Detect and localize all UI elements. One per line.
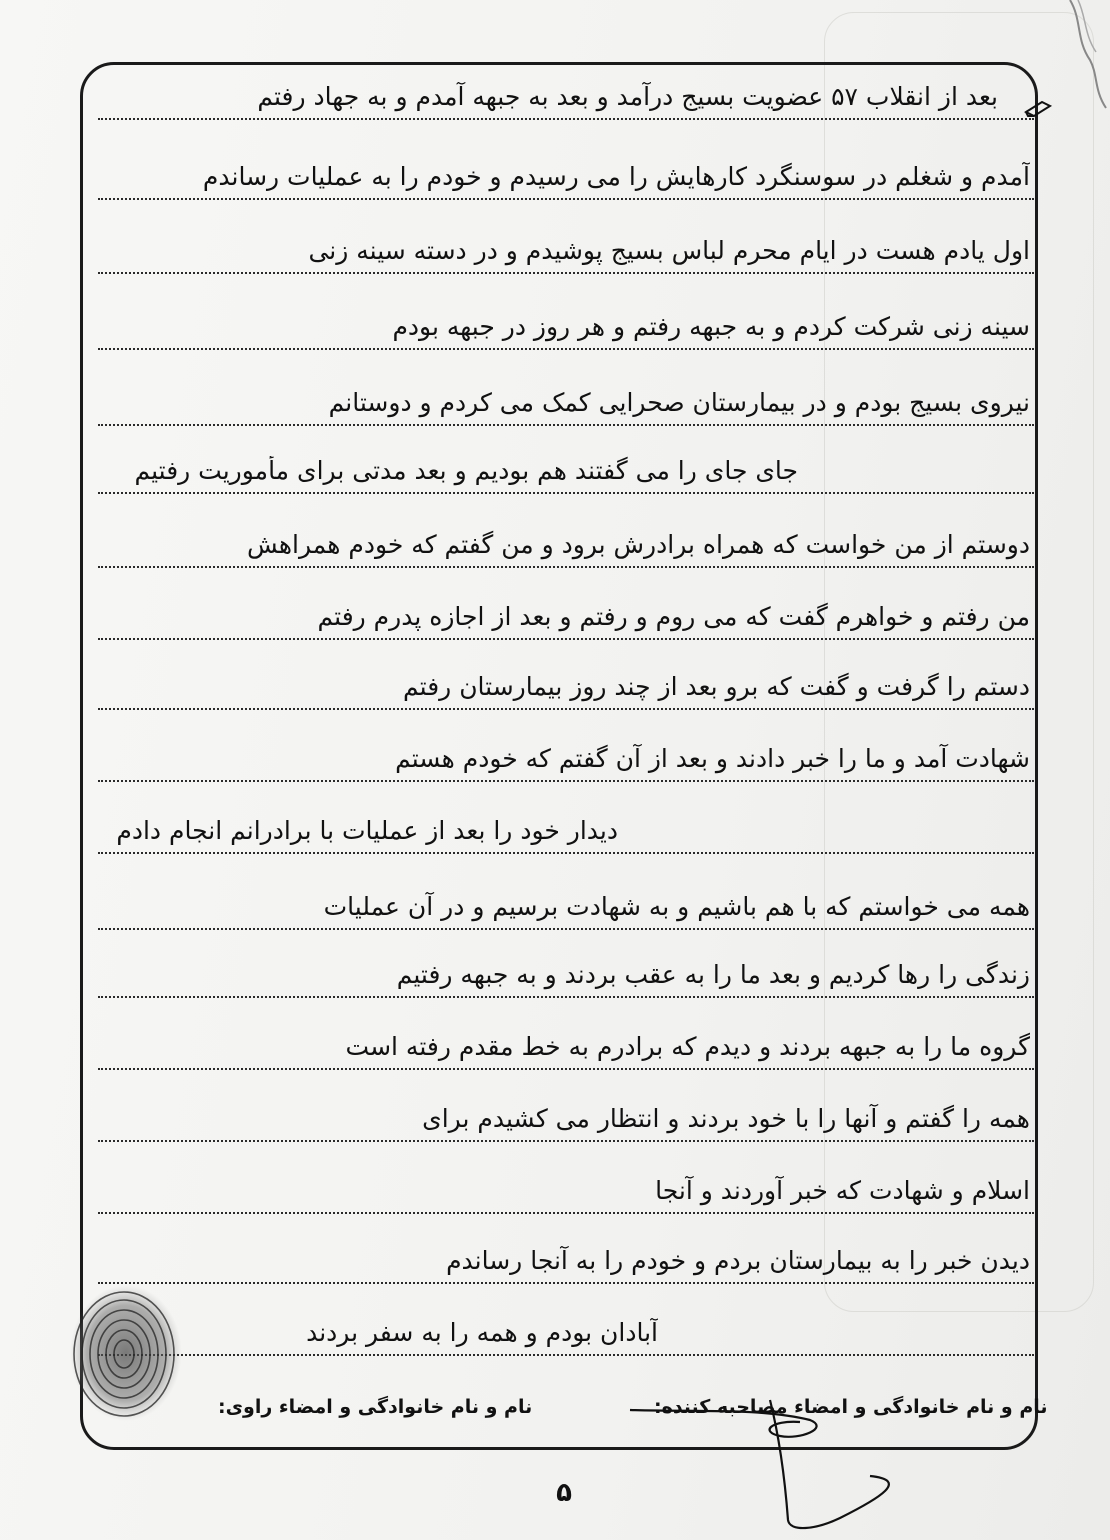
interviewer-signature-label: نام و نام خانوادگی و امضاء مصاحبه کننده: (654, 1396, 1048, 1418)
handwritten-line: بعد از انقلاب ۵۷ عضویت بسیج درآمد و بعد به جبهه آمدم و به جهاد رفتم (257, 82, 998, 111)
handwritten-line: آمدم و شغلم در سوسنگرد کارهایش را می رسیدم و خودم را به عملیات رساندم (202, 162, 1030, 191)
handwritten-line: دیدار خود را بعد از عملیات با برادرانم انجام دادم (116, 816, 618, 845)
torn-corner (1068, 0, 1110, 110)
handwritten-line: همه می خواستم که با هم باشیم و به شهادت برسیم و در آن عملیات (323, 892, 1030, 921)
handwritten-line: جای جای را می گفتند هم بودیم و بعد مدتی برای مأموریت رفتیم (134, 456, 798, 485)
handwritten-line: زندگی را رها کردیم و بعد ما را به عقب بردند و به جبهه رفتیم (396, 960, 1030, 989)
handwritten-line: شهادت آمد و ما را خبر دادند و بعد از آن گفتم که خودم هستم (395, 744, 1030, 773)
handwritten-line: آبادان بودم و همه را به سفر بردند (306, 1318, 658, 1347)
handwritten-line: اسلام و شهادت که خبر آوردند و آنجا (655, 1176, 1030, 1205)
handwritten-line: دستم را گرفت و گفت که برو بعد از چند روز بیمارستان رفتم (403, 672, 1030, 701)
page-number: ۵ (556, 1478, 572, 1508)
handwritten-line: دوستم از من خواست که همراه برادرش برود و من گفتم که خودم همراهش (247, 530, 1030, 559)
handwritten-line: من رفتم و خواهرم گفت که می روم و رفتم و بعد از اجازه پدرم رفتم (317, 602, 1030, 631)
handwritten-line: سینه زنی شرکت کردم و به جبهه رفتم و هر روز در جبهه بودم (392, 312, 1030, 341)
handwritten-line: همه را گفتم و آنها را با خود بردند و انتظار می کشیدم برای (422, 1104, 1030, 1133)
handwritten-line: اول یادم هست در ایام محرم لباس بسیج پوشیدم و در دسته سینه زنی (308, 236, 1030, 265)
handwritten-line: گروه ما را به جبهه بردند و دیدم که برادرم به خط مقدم رفته است (345, 1032, 1030, 1061)
handwritten-line: دیدن خبر را به بیمارستان بردم و خودم را به آنجا رساندم (446, 1246, 1030, 1275)
signature-scribble (610, 1380, 1010, 1540)
fingerprint-icon (62, 1278, 190, 1428)
narrator-signature-label: نام و نام خانوادگی و امضاء راوی: (218, 1396, 533, 1418)
handwritten-line: نیروی بسیج بودم و در بیمارستان صحرایی کمک می کردم و دوستانم (328, 388, 1030, 417)
